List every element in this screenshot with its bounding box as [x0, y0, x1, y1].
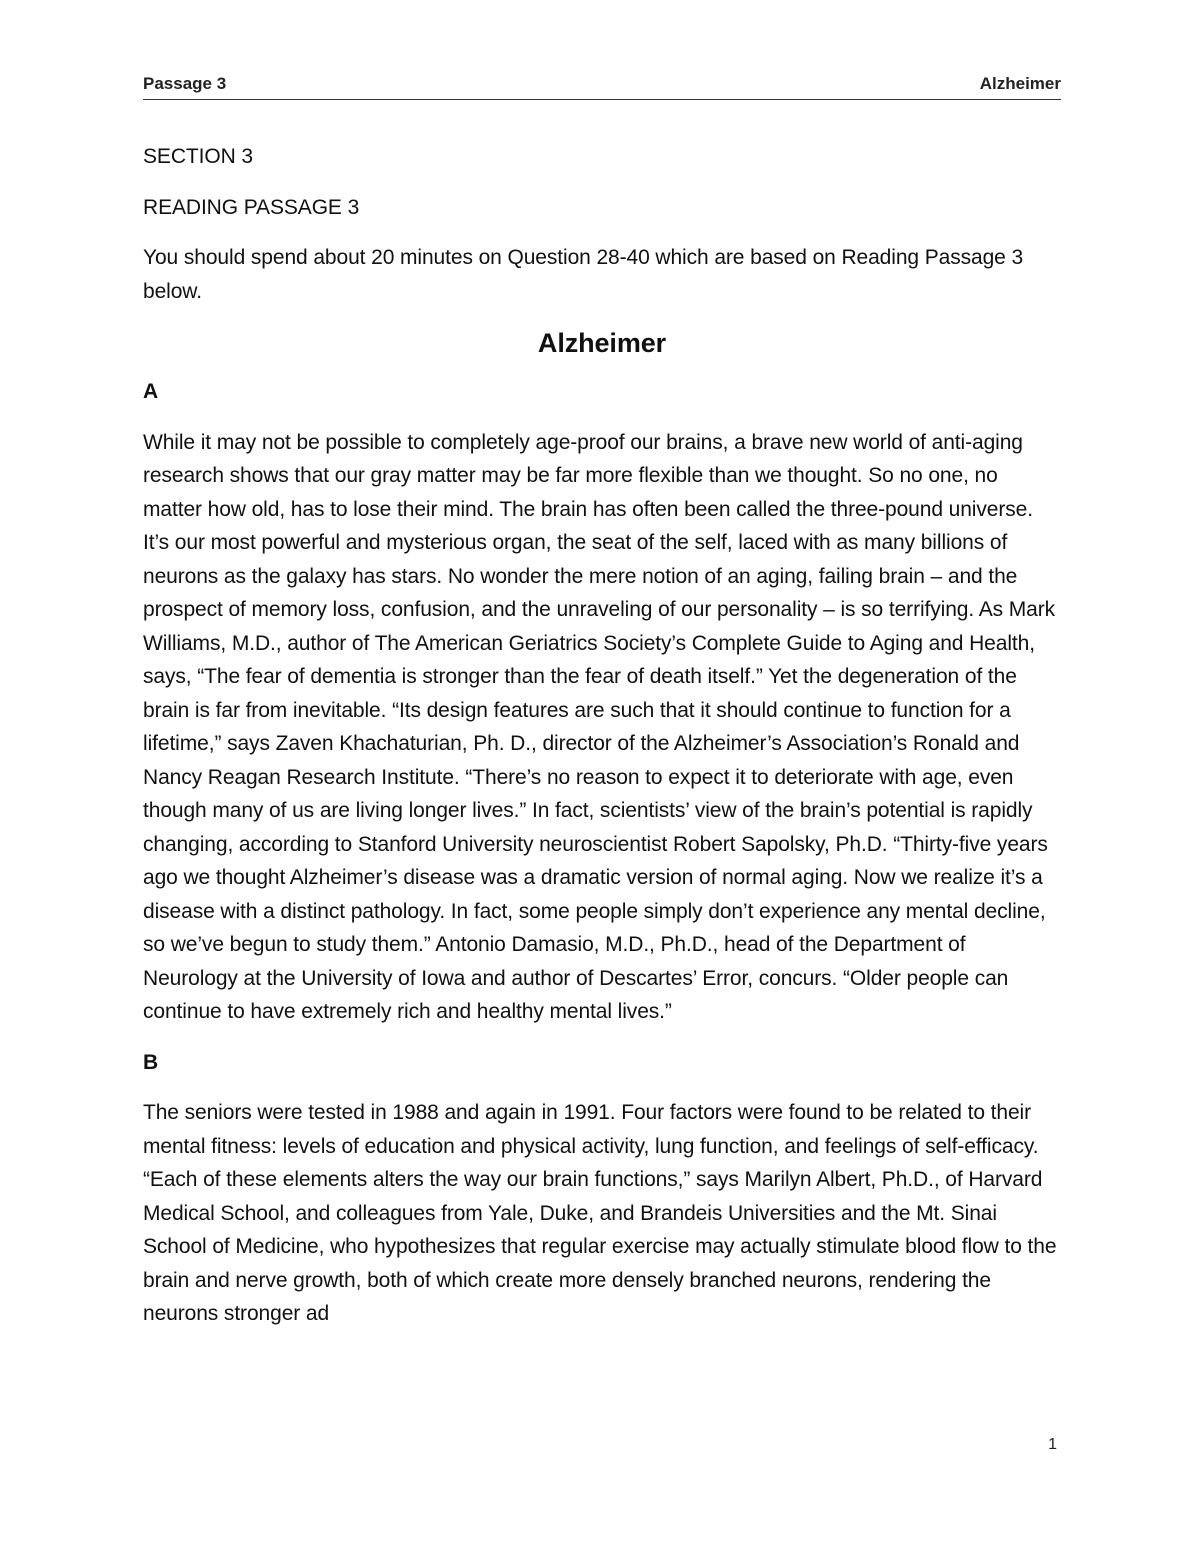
- paragraph-b-text: The seniors were tested in 1988 and again in 1991. Four factors were found to be related to their mental fitness: levels of education and physical activity, lung function, and feelings of self-efficacy. “Each of these elements alters the way our brain functions,” says Marilyn Albert, Ph.D., of Harvard Medical School, and colleagues from Yale, Duke, and Brandeis Universities and the Mt. Sinai School of Medicine, who hypothesizes that regular exercise may actually stimulate blood flow to the brain and nerve growth, both of which create more densely branched neurons, rendering the neurons stronger ad: [143, 1101, 1057, 1325]
- header-left-text: Passage 3: [143, 74, 227, 93]
- passage-title: Alzheimer: [537, 328, 667, 358]
- header-right-text: Alzheimer: [979, 74, 1061, 93]
- header-divider: [143, 99, 1061, 100]
- instruction-text: You should spend about 20 minutes on Question 28-40 which are based on Reading Passage 3 below.: [143, 246, 1024, 303]
- paragraph-label-a: A: [143, 380, 159, 403]
- section-label: SECTION 3: [143, 145, 253, 168]
- page-content: [143, 140, 1061, 1348]
- passage-label: READING PASSAGE 3: [143, 195, 360, 219]
- page-number: 1: [1048, 1436, 1057, 1453]
- paragraph-a-text: While it may not be possible to completely age-proof our brains, a brave new world of anti-aging research shows that our gray matter may be far more flexible than we thought. So no one, no matter how old, has to lose their mind. The brain has often been called the three-pound universe. It’s our most powerful and mysterious organ, the seat of the self, laced with as many billions of neurons as the galaxy has stars. No wonder the mere notion of an aging, failing brain – and the prospect of memory loss, confusion, and the unraveling of our personality – is so terrifying. As Mark Williams, M.D., author of The American Geriatrics Society’s Complete Guide to Aging and Health, says, “The fear of dementia is stronger than the fear of death itself.” Yet the degeneration of the brain is far from inevitable. “Its design features are such that it should continue to function for a lifetime,” says Zaven Khachaturian, Ph. D., director of the Alzheimer’s Association’s Ronald and Nancy Reagan Research Institute. “There’s no reason to expect it to deteriorate with age, even though many of us are living longer lives.” In fact, scientists’ view of the brain’s potential is rapidly changing, according to Stanford University neuroscientist Robert Sapolsky, Ph.D. “Thirty-five years ago we thought Alzheimer’s disease was a dramatic version of normal aging. Now we realize it’s a disease with a distinct pathology. In fact, some people simply don’t experience any mental decline, so we’ve begun to study them.” Antonio Damasio, M.D., Ph.D., head of the Department of Neurology at the University of Iowa and author of Descartes’ Error, concurs. “Older people can continue to have extremely rich and healthy mental lives.”: [143, 430, 1056, 1023]
- page-header: [143, 74, 1061, 98]
- paragraph-label-b: B: [143, 1050, 159, 1074]
